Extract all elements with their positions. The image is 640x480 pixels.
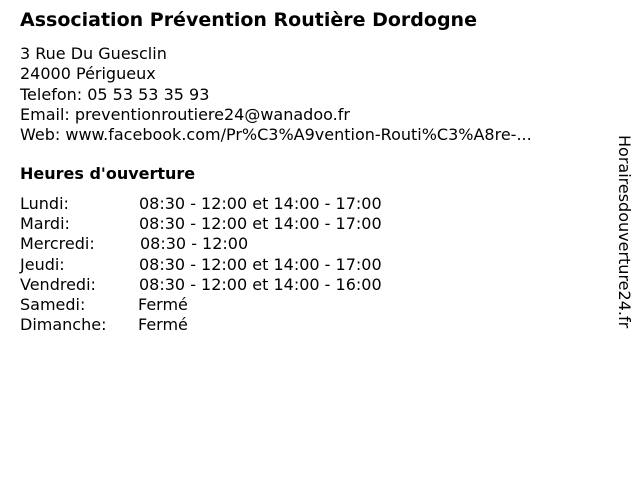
phone-number: Telefon: 05 53 53 35 93: [20, 84, 210, 104]
day-label: Dimanche:: [20, 315, 107, 335]
contact-info: [20, 44, 532, 145]
day-label: Mercredi:: [20, 234, 95, 254]
watermark-text: Horairesdouverture24.fr: [615, 135, 634, 329]
day-hours: 08:30 - 12:00 et 14:00 - 16:00: [139, 274, 382, 294]
day-label: Jeudi:: [20, 254, 65, 274]
day-label: Lundi:: [20, 194, 69, 213]
day-hours: Fermé: [138, 315, 188, 335]
website-url: Web: www.facebook.com/Pr%C3%A9vention-Routi%C3%A8re-...: [20, 125, 532, 145]
day-label: Vendredi:: [20, 274, 96, 294]
site-watermark: [612, 135, 636, 375]
address-line-2: 24000 Périgueux: [20, 64, 156, 84]
day-label: Mardi:: [20, 214, 70, 234]
opening-hours-heading: Heures d'ouverture: [20, 164, 196, 183]
address-line-1: 3 Rue Du Guesclin: [20, 44, 167, 63]
day-hours: 08:30 - 12:00 et 14:00 - 17:00: [139, 194, 382, 213]
day-hours: 08:30 - 12:00 et 14:00 - 17:00: [139, 214, 382, 234]
day-hours: Fermé: [138, 294, 188, 314]
business-name: Association Prévention Routière Dordogne: [20, 9, 477, 31]
day-hours: 08:30 - 12:00 et 14:00 - 17:00: [139, 254, 382, 274]
day-hours: 08:30 - 12:00: [140, 234, 249, 254]
email-address: Email: preventionroutiere24@wanadoo.fr: [20, 104, 350, 124]
day-label: Samedi:: [20, 294, 86, 314]
